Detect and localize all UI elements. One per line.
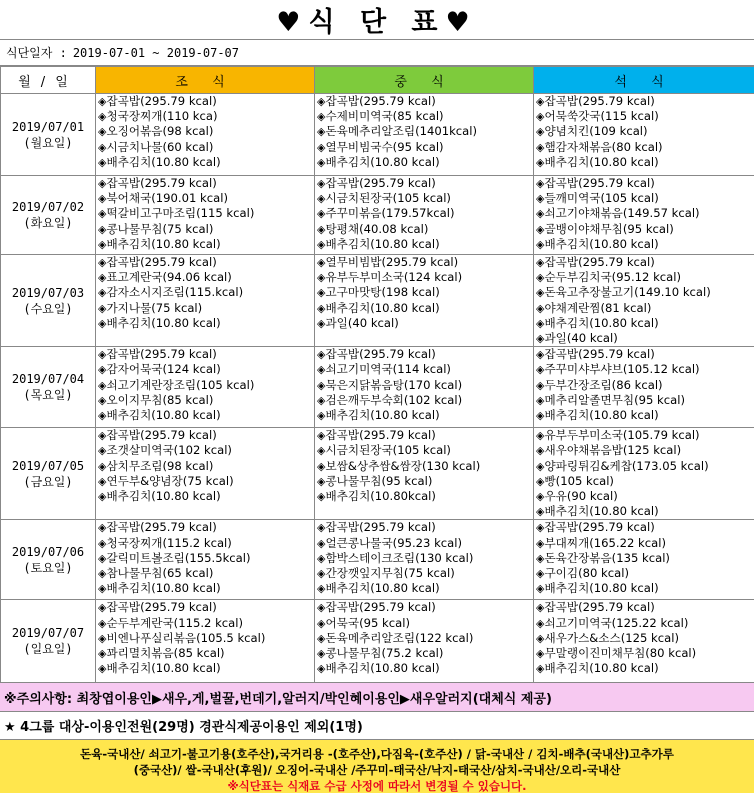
day-date: 2019/07/03 (11, 285, 85, 300)
period-value: 2019-07-01 ~ 2019-07-07 (72, 45, 239, 60)
menu-item: ◈ 연두부&양념장(75 kcal) (98, 474, 314, 489)
lunch-cell (315, 347, 534, 428)
allergy-notice: ※주의사항: 최창엽이용인▶새우,게,벌꿀,번데기,알러지/박인혜이용인▶새우알러지(대체식 제공) (0, 683, 754, 712)
menu-item: ◈ 간장깻잎지무침(75 kcal) (317, 566, 533, 581)
menu-item: ◈ 수제비미역국(85 kcal) (317, 109, 533, 124)
menu-item: ◈ 과일(40 kcal) (536, 331, 754, 346)
menu-item: ◈ 무말랭이진미채무침(80 kcal) (536, 646, 754, 661)
lunch-cell (315, 94, 534, 176)
menu-item: ◈ 오징어볶음(98 kcal) (98, 124, 314, 139)
menu-item: ◈ 배추김치(10.80 kcal) (98, 581, 314, 596)
lunch-cell (315, 428, 534, 520)
menu-item: ◈ 햄감자채볶음(80 kcal) (536, 140, 754, 155)
menu-item: ◈ 가지나물(75 kcal) (98, 301, 314, 316)
day-date: 2019/07/07 (11, 626, 85, 641)
menu-item: ◈ 잡곡밥(295.79 kcal) (317, 94, 533, 109)
menu-item: ◈ 잡곡밥(295.79 kcal) (536, 347, 754, 362)
menu-item: ◈ 잡곡밥(295.79 kcal) (98, 94, 314, 109)
lunch-cell (315, 176, 534, 255)
menu-item: ◈ 쇠고기계란장조림(105 kcal) (98, 378, 314, 393)
menu-item: ◈ 잡곡밥(295.79 kcal) (317, 520, 533, 535)
menu-item: ◈ 배추김치(10.80 kcal) (536, 237, 754, 252)
origin-warning: ※식단표는 식재료 수급 사정에 따라서 변경될 수 있습니다. (227, 779, 527, 793)
menu-item: ◈ 삼치무조림(98 kcal) (98, 459, 314, 474)
menu-item: ◈ 북어채국(190.01 kcal) (98, 191, 314, 206)
menu-item: ◈ 배추김치(10.80 kcal) (317, 301, 533, 316)
day-row (1, 428, 754, 520)
menu-item: ◈ 시금치된장국(105 kcal) (317, 191, 533, 206)
dinner-cell (534, 347, 754, 428)
menu-item: ◈ 배추김치(10.80 kcal) (98, 661, 314, 676)
menu-item: ◈ 배추김치(10.80 kcal) (317, 155, 533, 170)
menu-item: ◈ 잡곡밥(295.79 kcal) (536, 176, 754, 191)
day-date: 2019/07/06 (11, 544, 85, 559)
menu-item: ◈ 감자어묵국(124 kcal) (98, 362, 314, 377)
dinner-cell (534, 255, 754, 347)
menu-item: ◈ 잡곡밥(295.79 kcal) (536, 255, 754, 270)
page-title: ♥식 단 표♥ (0, 0, 754, 40)
lunch-cell (315, 520, 534, 600)
day-weekday: (토요일) (23, 560, 73, 575)
menu-item: ◈ 배추김치(10.80 kcal) (536, 581, 754, 596)
menu-item: ◈ 시금치된장국(105 kcal) (317, 443, 533, 458)
period-label: 식단일자 : (6, 46, 67, 60)
day-weekday: (금요일) (23, 474, 73, 489)
lunch-cell (315, 255, 534, 347)
menu-item: ◈ 새우가스&소스(125 kcal) (536, 631, 754, 646)
menu-item: ◈ 잡곡밥(295.79 kcal) (98, 428, 314, 443)
day-weekday: (화요일) (23, 216, 73, 230)
menu-item: ◈ 골뱅이야채무침(95 kcal) (536, 222, 754, 237)
menu-item: ◈ 잡곡밥(295.79 kcal) (536, 94, 754, 109)
day-date: 2019/07/05 (11, 458, 85, 473)
menu-item: ◈ 어묵쑥갓국(115 kcal) (536, 109, 754, 124)
menu-item: ◈ 잡곡밥(295.79 kcal) (98, 176, 314, 191)
day-row (1, 520, 754, 600)
header-date: 월/일 (1, 67, 96, 94)
day-row (1, 176, 754, 255)
day-row (1, 600, 754, 683)
breakfast-cell (96, 176, 315, 255)
menu-item: ◈ 꽈리멸치볶음(85 kcal) (98, 646, 314, 661)
menu-item: ◈ 부대찌개(165.22 kcal) (536, 536, 754, 551)
menu-item: ◈ 얼큰콩나물국(95.23 kcal) (317, 536, 533, 551)
menu-item: ◈ 열무비빔밥(295.79 kcal) (317, 255, 533, 270)
menu-item: ◈ 묵은지닭볶음탕(170 kcal) (317, 378, 533, 393)
dinner-cell (534, 600, 754, 683)
day-row (1, 255, 754, 347)
day-date-cell (1, 255, 96, 347)
day-weekday: (일요일) (23, 642, 73, 657)
menu-item: ◈ 잡곡밥(295.79 kcal) (317, 428, 533, 443)
menu-item: ◈ 빵(105 kcal) (536, 474, 754, 489)
menu-item: ◈ 배추김치(10.80 kcal) (536, 155, 754, 170)
menu-item: ◈ 쇠고기미역국(114 kcal) (317, 362, 533, 377)
menu-item: ◈ 들깨미역국(105 kcal) (536, 191, 754, 206)
breakfast-cell (96, 600, 315, 683)
menu-item: ◈ 돈육메추리알조림(1401kcal) (317, 124, 533, 139)
menu-item: ◈ 비엔나푸실리볶음(105.5 kcal) (98, 631, 314, 646)
menu-item: ◈ 유부두부미소국(105.79 kcal) (536, 428, 754, 443)
menu-item: ◈ 배추김치(10.80 kcal) (98, 237, 314, 252)
menu-item: ◈ 배추김치(10.80 kcal) (536, 504, 754, 519)
header-row (1, 67, 754, 94)
origin-line-1: 돈육-국내산/ 쇠고기-불고기용(호주산),국거리용 -(호주산),다짐육-(호주산) / 닭-국내산 / 김치-배추(국내산)고추가루 (80, 747, 674, 762)
header-dinner: 석 식 (534, 67, 754, 94)
menu-item: ◈ 시금치나물(60 kcal) (98, 140, 314, 155)
menu-item: ◈ 잡곡밥(295.79 kcal) (98, 600, 314, 615)
menu-item: ◈ 양념치킨(109 kcal) (536, 124, 754, 139)
menu-item: ◈ 오이지무침(85 kcal) (98, 393, 314, 408)
menu-item: ◈ 새우야채볶음밥(125 kcal) (536, 443, 754, 458)
menu-item: ◈ 잡곡밥(295.79 kcal) (536, 520, 754, 535)
menu-item: ◈ 잡곡밥(295.79 kcal) (317, 176, 533, 191)
menu-item: ◈ 순두부김치국(95.12 kcal) (536, 270, 754, 285)
origin-line-2: (중국산)/ 쌀-국내산(후원)/ 오징어-국내산 /주꾸미-태국산/낙지-태국산/삼치-국내산/오리-국내산 (133, 763, 621, 778)
menu-item: ◈ 표고계란국(94.06 kcal) (98, 270, 314, 285)
menu-item: ◈ 구이김(80 kcal) (536, 566, 754, 581)
menu-item: ◈ 어묵국(95 kcal) (317, 616, 533, 631)
menu-item: ◈ 보쌈&상추쌈&쌈장(130 kcal) (317, 459, 533, 474)
menu-item: ◈ 배추김치(10.80 kcal) (98, 316, 314, 331)
breakfast-cell (96, 520, 315, 600)
origin-info (0, 740, 754, 793)
menu-item: ◈ 청국장찌개(110 kca) (98, 109, 314, 124)
menu-item: ◈ 청국장찌개(115.2 kcal) (98, 536, 314, 551)
day-weekday: (수요일) (23, 301, 73, 316)
breakfast-cell (96, 255, 315, 347)
menu-item: ◈ 고구마맛탕(198 kcal) (317, 285, 533, 300)
day-date: 2019/07/01 (11, 119, 85, 134)
menu-item: ◈ 배추김치(10.80 kcal) (536, 408, 754, 423)
menu-item: ◈ 우유(90 kcal) (536, 489, 754, 504)
menu-item: ◈ 메추리알졸면무침(95 kcal) (536, 393, 754, 408)
day-date-cell (1, 347, 96, 428)
menu-item: ◈ 잡곡밥(295.79 kcal) (317, 600, 533, 615)
menu-item: ◈ 야채계란찜(81 kcal) (536, 301, 754, 316)
menu-item: ◈ 콩나물무침(95 kcal) (317, 474, 533, 489)
menu-item: ◈ 두부간장조림(86 kcal) (536, 378, 754, 393)
menu-item: ◈ 배추김치(10.80 kcal) (98, 408, 314, 423)
menu-item: ◈ 배추김치(10.80kcal) (317, 489, 533, 504)
day-date: 2019/07/04 (11, 372, 85, 387)
menu-item: ◈ 잡곡밥(295.79 kcal) (317, 347, 533, 362)
menu-item: ◈ 갈릭미트볼조림(155.5kcal) (98, 551, 314, 566)
menu-item: ◈ 콩나물무침(75 kcal) (98, 222, 314, 237)
day-date-cell (1, 600, 96, 683)
day-date-cell (1, 94, 96, 176)
day-date-cell (1, 176, 96, 255)
menu-item: ◈ 배추김치(10.80 kcal) (317, 661, 533, 676)
day-weekday: (목요일) (23, 388, 73, 403)
menu-item: ◈ 조갯살미역국(102 kcal) (98, 443, 314, 458)
menu-item: ◈ 참나물무침(65 kcal) (98, 566, 314, 581)
menu-item: ◈ 배추김치(10.80 kcal) (98, 155, 314, 170)
menu-item: ◈ 배추김치(10.80 kcal) (317, 237, 533, 252)
menu-item: ◈ 배추김치(10.80 kcal) (536, 316, 754, 331)
menu-item: ◈ 검은깨두부숙회(102 kcal) (317, 393, 533, 408)
menu-item: ◈ 쇠고기미역국(125.22 kcal) (536, 616, 754, 631)
dinner-cell (534, 520, 754, 600)
menu-item: ◈ 양파링튀김&케찹(173.05 kcal) (536, 459, 754, 474)
group-note: ★ 4그룹 대상-이용인전원(29명) 경관식제공이용인 제외(1명) (0, 712, 754, 740)
period-row (0, 40, 754, 66)
menu-item: ◈ 감자소시지조림(115.kcal) (98, 285, 314, 300)
day-date-cell (1, 520, 96, 600)
menu-item: ◈ 주꾸미볶음(179.57kcal) (317, 206, 533, 221)
day-weekday: (월요일) (23, 135, 73, 150)
menu-item: ◈ 돈육메추리알조림(122 kcal) (317, 631, 533, 646)
menu-item: ◈ 순두부계란국(115.2 kcal) (98, 616, 314, 631)
day-date-cell (1, 428, 96, 520)
menu-item: ◈ 돈육간장볶음(135 kcal) (536, 551, 754, 566)
menu-item: ◈ 유부두부미소국(124 kcal) (317, 270, 533, 285)
lunch-cell (315, 600, 534, 683)
menu-item: ◈ 과일(40 kcal) (317, 316, 533, 331)
header-lunch: 중 식 (315, 67, 534, 94)
dinner-cell (534, 176, 754, 255)
menu-item: ◈ 돈육고추장불고기(149.10 kcal) (536, 285, 754, 300)
menu-item: ◈ 함박스테이크조림(130 kcal) (317, 551, 533, 566)
menu-item: ◈ 떡갈비고구마조림(115 kcal) (98, 206, 314, 221)
header-breakfast: 조 식 (96, 67, 315, 94)
day-date: 2019/07/02 (11, 200, 85, 214)
menu-item: ◈ 배추김치(10.80 kcal) (317, 581, 533, 596)
menu-item: ◈ 열무비빔국수(95 kcal) (317, 140, 533, 155)
menu-item: ◈ 배추김치(10.80 kcal) (536, 661, 754, 676)
menu-item: ◈ 배추김치(10.80 kcal) (98, 489, 314, 504)
menu-item: ◈ 주꾸미샤부샤브(105.12 kcal) (536, 362, 754, 377)
menu-item: ◈ 잡곡밥(295.79 kcal) (536, 600, 754, 615)
menu-item: ◈ 잡곡밥(295.79 kcal) (98, 347, 314, 362)
dinner-cell (534, 428, 754, 520)
menu-item: ◈ 잡곡밥(295.79 kcal) (98, 520, 314, 535)
menu-table (0, 66, 754, 683)
menu-item: ◈ 탕평채(40.08 kcal) (317, 222, 533, 237)
menu-item: ◈ 잡곡밥(295.79 kcal) (98, 255, 314, 270)
menu-item: ◈ 콩나물무침(75.2 kcal) (317, 646, 533, 661)
breakfast-cell (96, 347, 315, 428)
menu-item: ◈ 쇠고기야채볶음(149.57 kcal) (536, 206, 754, 221)
breakfast-cell (96, 94, 315, 176)
menu-item: ◈ 배추김치(10.80 kcal) (317, 408, 533, 423)
breakfast-cell (96, 428, 315, 520)
day-row (1, 94, 754, 176)
dinner-cell (534, 94, 754, 176)
day-row (1, 347, 754, 428)
